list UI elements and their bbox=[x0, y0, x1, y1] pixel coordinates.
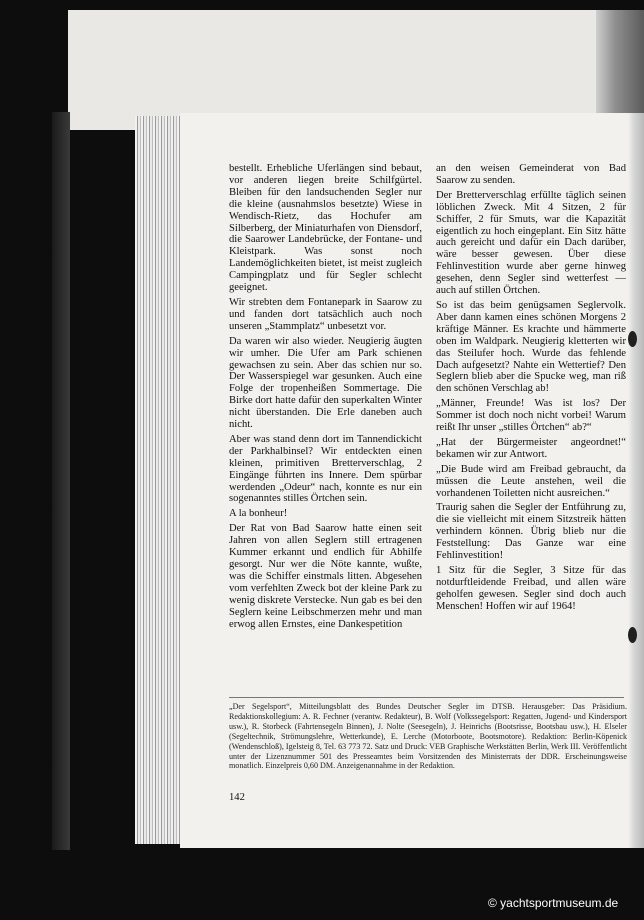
paragraph: 1 Sitz für die Segler, 3 Sitze für das notdurftleidende Freibad, und allen wäre geholfen gewesen. Segler sind doch auch Menschen! Hoffen wir auf 1964! bbox=[436, 565, 626, 612]
paragraph: Da waren wir also wieder. Neugierig äugten wir umher. Die Ufer am Park schienen gewachsen zu sein. Aber das schien nur so. Der Wasserspiegel war gesunken. Auch eine Folge der tropenheißen Sommertage. Die Birke dort hatte dafür den superkalten Winter nicht überstanden. Die Erle daneben auch nicht. bbox=[229, 335, 422, 431]
background-page-shadow bbox=[596, 10, 644, 120]
paragraph: „Die Bude wird am Freibad gebraucht, da müssen die Leute anstehen, weil die vorhandenen Toiletten nicht ausreichen.“ bbox=[436, 463, 626, 499]
text-column-right bbox=[436, 163, 626, 698]
text-column-left bbox=[229, 163, 422, 698]
binding-edge bbox=[628, 113, 644, 848]
paragraph: Traurig sahen die Segler der Entführung zu, die sie vielleicht mit einem Sitzstreik hätten verhindern können. Übrig blieb nur die Feststellung: Das Ganze war eine Fehlinvestition! bbox=[436, 502, 626, 562]
binding-hole-top bbox=[628, 331, 637, 347]
paragraph: Der Bretterverschlag erfüllte täglich seinen löblichen Zweck. Mit 4 Sitzen, 2 für Schiffer, 2 für Smuts, war die Kapazität eigentlich zu hoch eingeplant. Ein Sitz hätte auch gereicht und dafür ein Dach darüber, wäre besser gewesen. Über diese Fehlinvestition wurde aber gerne hinweg gesehen, denn Segler sind wetterfest — auch auf stillen Örtchen. bbox=[436, 189, 626, 297]
paragraph: Der Rat von Bad Saarow hatte einen seit Jahren von allen Seglern still ertragenen Kummer erkannt und endlich für Abhilfe gesorgt. Nur wer die Nöte kannte, wußte, was die Schiffer einstmals litten. Abgesehen vom verfehlten Zweck bot der kleine Park zu wenig diskrete Verstecke. Nun gab es bei den Seglern keine Leibschmerzen mehr und man erwog allen Ernstes, eine Dankespetition bbox=[229, 523, 422, 630]
binding-hole-bottom bbox=[628, 627, 637, 643]
page-number: 142 bbox=[229, 792, 245, 803]
paragraph: A la bonheur! bbox=[229, 508, 288, 520]
left-shadow bbox=[52, 112, 70, 850]
background-page bbox=[68, 10, 613, 130]
paragraph: „Hat der Bürgermeister angeordnet!“ bekamen wir zur Antwort. bbox=[436, 436, 626, 460]
stacked-page-edges bbox=[135, 116, 183, 844]
colophon: „Der Segelsport“, Mitteilungsblatt des Bundes Deutscher Segler im DTSB. Herausgeber: Das Präsidium. Redaktionskollegium: A. R. Fechner (verantw. Redakteur), B. Wolf (Volkssegelsport: Regatten, Jugend- und Kindersport usw.), R. Storbeck (Fahrtensegeln Binnen), J. Nolte (Seesegeln), J. Heinrichs (Bootsrisse, Bootsbau usw.), H. Elseler (Segeltechnik, Strömungslehre, Wetterkunde), E. Lerche (Motorboote, Bootsmotore). Redaktion: Berlin-Köpenick (Wendenschloß), Igelsteig 8, Tel. 63 773 72. Satz und Druck: VEB Graphische Werkstätten Berlin, Werk III. Veröffentlicht unter der Lizenznummer 501 des Presseamtes beim Vorsitzenden des Ministerrats der DDR. Erscheinungsweise monatlich. Einzelpreis 0,60 DM. Anzeigenannahme in der Redaktion. bbox=[229, 702, 627, 771]
watermark: © yachtsportmuseum.de bbox=[488, 896, 619, 910]
paragraph: „Männer, Freunde! Was ist los? Der Sommer ist doch noch nicht vorbei! Warum reißt Ihr unser „stilles Örtchen“ ab?“ bbox=[436, 398, 626, 434]
paragraph: bestellt. Erhebliche Uferlängen sind bebaut, vor anderen liegen breite Schilfgürtel. Bleiben für den landsuchenden Segler nur die kleine (ausnahmslos besetzte) Wiese in Wendisch-Rietz, das Hochufer am Silberberg, der Miniaturhafen von Diensdorf, die Saarower Landebrücke, der Fontane- und Kleistpark. Was sonst noch Landemöglichkeiten bietet, ist meist zugleich Campingplatz und für Segler schlecht geeignet. bbox=[229, 163, 422, 294]
paragraph: So ist das beim genügsamen Seglervolk. Aber dann kamen eines schönen Morgens 2 kräftige Männer. Es krachte und hämmerte oben im Waldpark. Neugierig kletterten wir das Steilufer hoch. Wurde das fehlende Dach aufgesetzt? Nahte ein Wettertief? Den Seglern blieb aber die Spucke weg, man riß den schönen Verschlag ab! bbox=[436, 299, 626, 395]
paragraph: Aber was stand denn dort im Tannendickicht der Parkhalbinsel? Wir entdeckten einen kleinen, primitiven Bretterverschlag, 2 Eingänge führten ins Innere. Dem spürbar werdenden „Odeur“ nach, konnte es nur ein sogenanntes stilles Örtchen sein. bbox=[229, 433, 422, 505]
paragraph: an den weisen Gemeinderat von Bad Saarow zu senden. bbox=[436, 163, 626, 186]
paragraph: Wir strebten dem Fontanepark in Saarow zu und fanden dort tatsächlich auch noch unseren „Stammplatz“ unbesetzt vor. bbox=[229, 296, 422, 332]
colophon-divider bbox=[229, 697, 624, 698]
